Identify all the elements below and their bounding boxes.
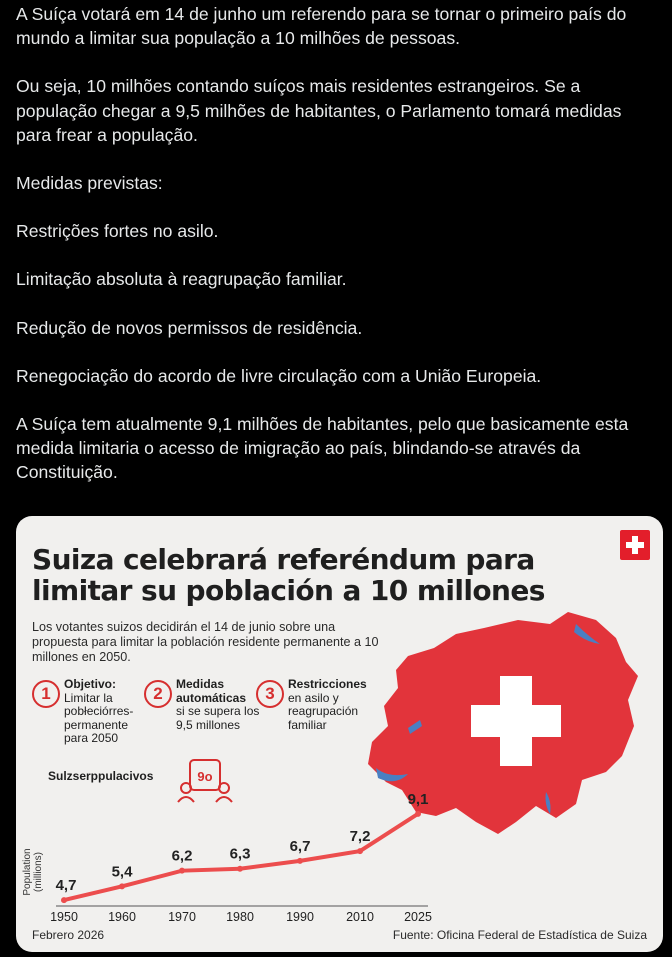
post-paragraph: Limitação absoluta à reagrupação familiar. xyxy=(16,269,347,290)
y-axis-label: Population (millions) xyxy=(22,848,44,896)
x-tick-label: 2025 xyxy=(404,910,432,924)
data-point xyxy=(415,811,421,817)
source-label: Fuente: Oficina Federal de Estadística de Suiza xyxy=(392,928,647,942)
data-value-label: 6,2 xyxy=(171,847,193,865)
data-value-label: 6,7 xyxy=(289,837,311,855)
infographic-subtitle: Los votantes suizos decidirán el 14 de junio sobre una propuesta para limitar la población residente permanente a 10 millones en 2050. xyxy=(32,620,379,664)
post-paragraph: Ou seja, 10 milhões contando suíços mais residentes estrangeiros. Se a população chegar a 9,5 milhões de habitantes, o Parlamento tomará medidas para frear a população. xyxy=(16,76,622,145)
data-value-label: 6,3 xyxy=(229,845,251,863)
data-point xyxy=(61,897,67,903)
point-body: en asilo y reagrupación familiar xyxy=(288,690,359,732)
infographic-image[interactable] xyxy=(16,516,663,952)
point-body: si se supera los 9,5 millones xyxy=(176,704,260,732)
data-value-label: 9,1 xyxy=(407,790,429,808)
data-value-label: 5,4 xyxy=(111,863,133,881)
point-heading: Restricciones xyxy=(288,677,367,691)
population-chart xyxy=(16,516,663,952)
data-point xyxy=(357,848,363,854)
data-point xyxy=(119,883,125,889)
point-number: 2 xyxy=(144,680,172,708)
data-value-label: 7,2 xyxy=(349,828,371,846)
point-number: 3 xyxy=(256,680,284,708)
post-paragraph: A Suíça votará em 14 de junho um referendo para se tornar o primeiro país do mundo a limitar sua população a 10 milhões de pessoas. xyxy=(16,4,627,49)
post-paragraph: Renegociação do acordo de livre circulação com a União Europeia. xyxy=(16,365,542,386)
point-heading: Objetivo: xyxy=(64,677,117,691)
title-line: Suiza celebrará referéndum para xyxy=(32,543,535,576)
point-heading: Medidas automáticas xyxy=(176,677,247,705)
x-tick-label: 1990 xyxy=(286,910,314,924)
date-label: Febrero 2026 xyxy=(32,928,105,942)
data-value-label: 4,7 xyxy=(55,877,77,895)
point-body: Limitar la pobłeciórres- permanente para 2050 xyxy=(64,690,134,745)
post-paragraph: Redução de novos permissos de residência. xyxy=(16,317,363,338)
data-point xyxy=(297,858,303,864)
point-number: 1 xyxy=(32,680,60,708)
x-tick-label: 1960 xyxy=(108,910,136,924)
data-point xyxy=(237,866,243,872)
x-tick-label: 1980 xyxy=(226,910,254,924)
post-text xyxy=(16,2,661,509)
svg-text:9o: 9o xyxy=(197,769,213,784)
title-line: limitar su población a 10 millones xyxy=(32,574,545,607)
x-tick-label: 2010 xyxy=(346,910,374,924)
post-paragraph: A Suíça tem atualmente 9,1 milhões de habitantes, pelo que basicamente esta medida limitaria o acesso de imigração ao país, blindando-se através da Constituição. xyxy=(16,414,629,483)
data-point xyxy=(179,868,185,874)
x-tick-label: 1950 xyxy=(50,910,78,924)
post-paragraph: Restrições fortes no asilo. xyxy=(16,221,219,242)
post-paragraph: Medidas previstas: xyxy=(16,173,163,194)
x-tick-label: 1970 xyxy=(168,910,196,924)
population-label: Sulzserppulacivos xyxy=(48,769,154,783)
